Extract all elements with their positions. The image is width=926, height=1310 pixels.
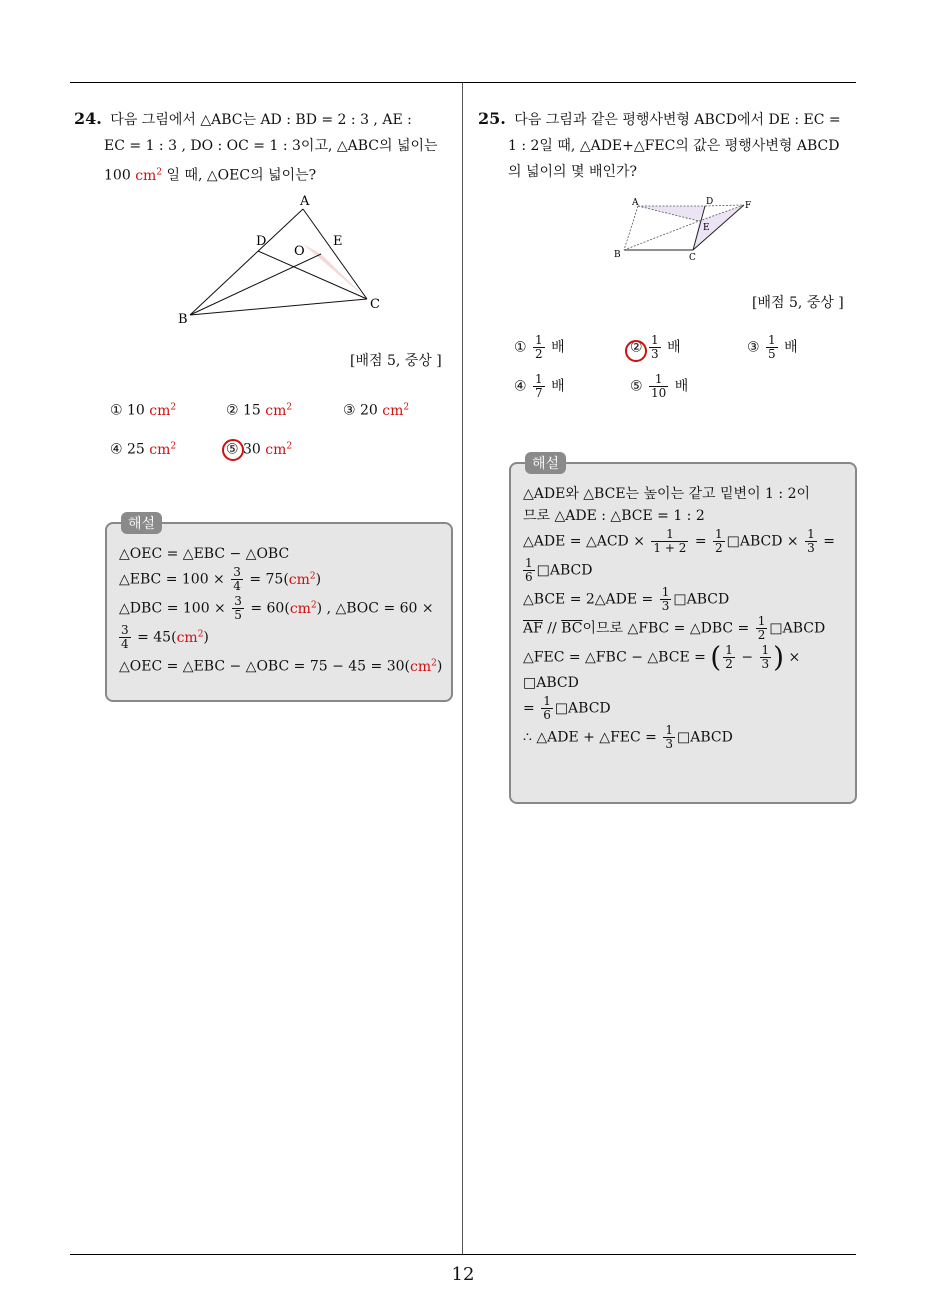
q24-label-a: A: [300, 195, 310, 209]
q24-score-meta: [배점 5, 중상 ]: [350, 353, 442, 369]
q25-sol-line-9: = $\frac{1}{6}$ □ABCD: [523, 694, 611, 722]
q25-solution-tab: 해설: [525, 452, 566, 474]
q25-label-c: C: [689, 253, 696, 263]
q25-choice-4[interactable]: ④ $\frac{1}{7}$ 배: [514, 372, 565, 400]
q24-choice-5[interactable]: ⑤ 30 $cm^2$: [226, 441, 293, 458]
q25-label-a: A: [632, 198, 639, 208]
q24-label-d: D: [256, 234, 267, 249]
q24-segment-be: [190, 254, 321, 315]
q25-choice-5[interactable]: ⑤ $\frac{1}{10}$ 배: [630, 372, 689, 400]
top-rule: [70, 82, 856, 83]
q25-choice-2[interactable]: ② $\frac{1}{3}$ 배: [630, 333, 681, 361]
q25-sol-line-3: △ADE = △ACD × $\frac{1}{1 + 2}$ = $\frac{1}{2}$ □ABCD × $\frac{1}{3}$ =: [523, 527, 835, 555]
q24-side-bc: [190, 299, 367, 315]
q24-side-ab: [190, 209, 303, 315]
q25-sol-line-1: △ADE와 △BCE는 높이는 같고 밑변이 1 : 2이: [523, 486, 811, 502]
q25-label-d: D: [706, 197, 714, 207]
q25-stem-1: 다음 그림과 같은 평행사변형 ABCD에서 DE : EC =: [514, 112, 841, 128]
q25-stem-3: 의 넓이의 몇 배인가?: [508, 164, 638, 180]
q24-sol-line-2: △EBC = 100 × $\frac{3}{4}$ = $75(cm^2)$: [119, 565, 322, 594]
q25-segment-be: [624, 221, 699, 250]
q25-side-ab: [624, 206, 638, 250]
q25-stem-2: 1 : 2일 때, △ADE+△FEC의 값은 평행사변형 ABCD: [508, 138, 840, 154]
q25-number: 25.: [478, 109, 506, 128]
q24-solution-box: [105, 516, 453, 702]
q24-sol-line-4: $\frac{3}{4}$ = $45(cm^2)$: [121, 623, 209, 652]
question-25: [478, 106, 860, 185]
q24-choice-2[interactable]: ② 15 $cm^2$: [226, 402, 293, 419]
q24-stem-1: 다음 그림에서 △ABC는 AD : BD = 2 : 3 , AE :: [110, 112, 412, 128]
q24-line-3: [74, 159, 456, 189]
q24-unit: $cm^2$: [135, 167, 163, 184]
q24-label-b: B: [178, 312, 188, 327]
q25-line-1: [478, 106, 860, 133]
q25-sol-line-4: $\frac{1}{6}$ □ABCD: [525, 556, 593, 584]
q25-sol-line-2: 므로 △ADE : △BCE = 1 : 2: [523, 508, 705, 524]
q25-label-f: F: [745, 201, 752, 211]
q24-solution-tab: 해설: [121, 512, 162, 534]
q25-sol-line-6: $\overline{AF} // \overline{BC}$이므로 △FBC = △DBC = $\frac{1}{2}$ □ABCD: [523, 614, 826, 642]
q25-label-b: B: [614, 250, 621, 260]
q25-shaded-triangle-ade: [638, 206, 705, 221]
q25-selected-answer-circle: [625, 340, 647, 362]
q25-sol-line-10: ∴ △ADE + △FEC = $\frac{1}{3}$ □ABCD: [523, 723, 733, 751]
q25-sol-line-7: △FEC = △FBC − △BCE = ( $\frac{1}{2}$ − $\frac{1}{3}$ ) ×: [523, 640, 801, 674]
q25-sol-line-5: △BCE = 2△ADE = $\frac{1}{3}$ □ABCD: [523, 585, 730, 613]
q24-area-value: 100: [104, 167, 131, 184]
q24-label-e: E: [333, 234, 343, 249]
q24-number: 24.: [74, 109, 102, 128]
q24-triangle-figure: [170, 195, 390, 330]
q25-parallelogram-figure: [612, 195, 757, 265]
question-24: [74, 106, 456, 189]
column-divider: [462, 83, 463, 1254]
page-number: 12: [451, 1264, 475, 1285]
q24-shaded-triangle-oec: [303, 244, 367, 299]
q24-stem-3: 일 때, △OEC의 넓이는?: [166, 167, 317, 184]
q24-sol-line-5: △OEC = △EBC − △OBC = $75 - 45 = 30(cm^2)$: [119, 658, 443, 676]
q24-sol-line-3: △DBC = 100 × $\frac{3}{5}$ = $60(cm^2)$ , △BOC = 60 ×: [119, 594, 434, 623]
q24-line-1: [74, 106, 456, 133]
q24-label-c: C: [370, 297, 380, 312]
q25-sol-line-8: □ABCD: [523, 675, 579, 691]
q25-choice-3[interactable]: ③ $\frac{1}{5}$ 배: [747, 333, 798, 361]
q24-choice-4[interactable]: ④ 25 $cm^2$: [110, 441, 177, 458]
q25-label-e: E: [703, 223, 710, 233]
q25-choice-1[interactable]: ① $\frac{1}{2}$ 배: [514, 333, 565, 361]
q25-solution-box: [509, 456, 857, 804]
q24-choice-1[interactable]: ① 10 $cm^2$: [110, 402, 177, 419]
q25-score-meta: [배점 5, 중상 ]: [752, 295, 844, 311]
q24-stem-2: EC = 1 : 3 , DO : OC = 1 : 3이고, △ABC의 넓이는: [104, 138, 438, 154]
bottom-rule: [70, 1254, 856, 1255]
q24-side-ac: [303, 209, 367, 299]
q24-label-o: O: [294, 244, 305, 259]
q24-choice-3[interactable]: ③ 20 $cm^2$: [343, 402, 410, 419]
q24-sol-line-1: △OEC = △EBC − △OBC: [119, 546, 290, 562]
q24-selected-answer-circle: [222, 439, 244, 461]
